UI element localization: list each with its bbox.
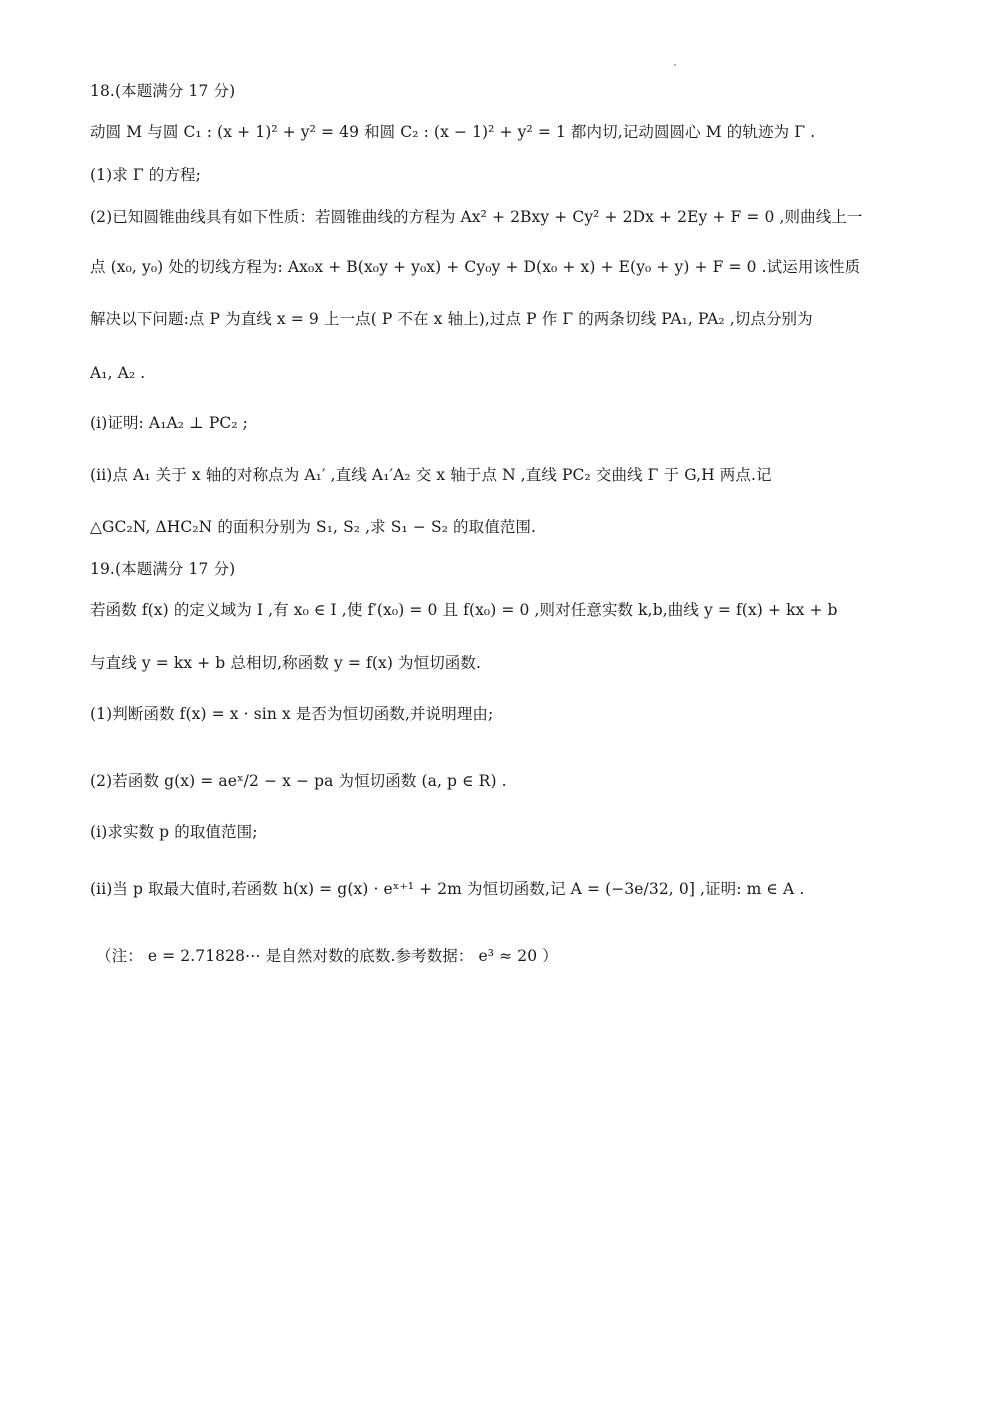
problem-19-header: 19.(本题满分 17 分) — [90, 560, 236, 578]
problem-18-intro: 动圆 M 与圆 C₁ : (x + 1)² + y² = 49 和圆 C₂ : (x − 1)² + y² = 1 都内切,记动圆圆心 M 的轨迹为 Γ . — [90, 123, 816, 141]
problem-18-part-1: (1)求 Γ 的方程; — [90, 166, 201, 184]
problem-19-part-1: (1)判断函数 f(x) = x · sin x 是否为恒切函数,并说明理由; — [90, 705, 494, 723]
problem-18-sub-i: (i)证明: A₁A₂ ⊥ PC₂ ; — [90, 414, 248, 432]
reference-note: （注： e = 2.71828⋯ 是自然对数的底数.参考数据： e³ ≈ 20 ） — [96, 947, 558, 965]
problem-19-sub-i: (i)求实数 p 的取值范围; — [90, 823, 258, 841]
problem-18-part-2-line-4: A₁, A₂ . — [90, 364, 146, 382]
problem-18-header: 18.(本题满分 17 分) — [90, 82, 236, 100]
problem-19-sub-ii: (ii)当 p 取最大值时,若函数 h(x) = g(x) · eˣ⁺¹ + 2m 为恒切函数,记 A = (−3e/32, 0] ,证明: m ∈ A . — [90, 880, 805, 898]
problem-19-part-2: (2)若函数 g(x) = aeˣ/2 − x − pa 为恒切函数 (a, p ∈ R) . — [90, 772, 507, 790]
problem-18-sub-ii-line-1: (ii)点 A₁ 关于 x 轴的对称点为 A₁′ ,直线 A₁′A₂ 交 x 轴于点 N ,直线 PC₂ 交曲线 Γ 于 G,H 两点.记 — [90, 466, 772, 484]
problem-18-part-2-line-3: 解决以下问题:点 P 为直线 x = 9 上一点( P 不在 x 轴上),过点 P 作 Γ 的两条切线 PA₁, PA₂ ,切点分别为 — [90, 310, 813, 328]
problem-18-part-2-line-2: 点 (x₀, y₀) 处的切线方程为: Ax₀x + B(x₀y + y₀x) + Cy₀y + D(x₀ + x) + E(y₀ + y) + F = 0 .试运用该性质 — [90, 258, 861, 276]
problem-19-intro-line-2: 与直线 y = kx + b 总相切,称函数 y = f(x) 为恒切函数. — [90, 654, 482, 672]
problem-18-sub-ii-line-2: △GC₂N, ΔHC₂N 的面积分别为 S₁, S₂ ,求 S₁ − S₂ 的取值范围. — [90, 518, 537, 536]
problem-18-part-2-line-1: (2)已知圆锥曲线具有如下性质：若圆锥曲线的方程为 Ax² + 2Bxy + Cy² + 2Dx + 2Ey + F = 0 ,则曲线上一 — [90, 208, 863, 226]
problem-19-intro-line-1: 若函数 f(x) 的定义域为 I ,有 x₀ ∈ I ,使 f′(x₀) = 0 且 f(x₀) = 0 ,则对任意实数 k,b,曲线 y = f(x) + kx + b — [90, 601, 838, 619]
scan-dot — [674, 64, 676, 66]
